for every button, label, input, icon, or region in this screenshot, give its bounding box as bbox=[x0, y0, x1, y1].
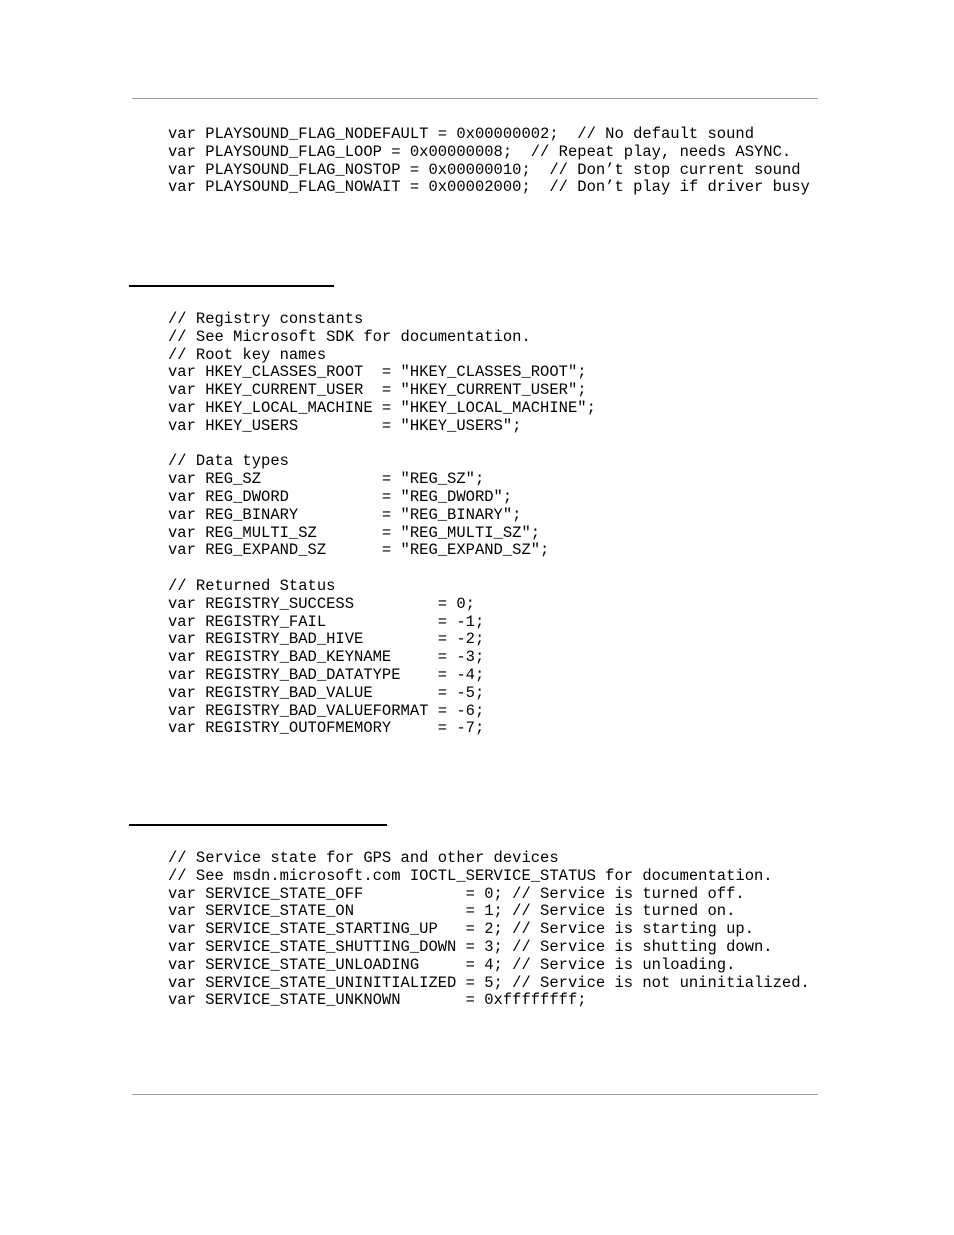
code-line: var PLAYSOUND_FLAG_LOOP = 0x00000008; // Repeat play, needs ASYNC. bbox=[168, 142, 792, 161]
code-line: // See msdn.microsoft.com IOCTL_SERVICE_STATUS for documentation. bbox=[168, 866, 773, 885]
code-line: var PLAYSOUND_FLAG_NOWAIT = 0x00002000; // Don’t play if driver busy bbox=[168, 178, 810, 197]
code-line: var REG_MULTI_SZ = "REG_MULTI_SZ"; bbox=[168, 523, 541, 542]
code-line: // Root key names bbox=[168, 345, 327, 364]
code-line: var HKEY_USERS = "HKEY_USERS"; bbox=[168, 416, 522, 435]
code-block-registry bbox=[168, 311, 596, 738]
code-block-playsound bbox=[168, 126, 810, 197]
code-line bbox=[168, 560, 596, 578]
section-heading-rule bbox=[129, 824, 387, 826]
code-line: var REGISTRY_BAD_HIVE = -2; bbox=[168, 630, 485, 649]
footer-rule bbox=[132, 1094, 818, 1095]
code-line: // See Microsoft SDK for documentation. bbox=[168, 327, 531, 346]
code-line: var REGISTRY_BAD_VALUEFORMAT = -6; bbox=[168, 701, 485, 720]
code-line: var REG_BINARY = "REG_BINARY"; bbox=[168, 505, 522, 524]
code-line: var SERVICE_STATE_SHUTTING_DOWN = 3; // Service is shutting down. bbox=[168, 937, 773, 956]
code-line: var SERVICE_STATE_UNLOADING = 4; // Service is unloading. bbox=[168, 955, 736, 974]
code-line: var SERVICE_STATE_UNKNOWN = 0xffffffff; bbox=[168, 991, 587, 1010]
section-heading-rule bbox=[129, 285, 334, 287]
code-line: // Service state for GPS and other devices bbox=[168, 849, 559, 867]
code-line: var REGISTRY_BAD_DATATYPE = -4; bbox=[168, 665, 485, 684]
code-line: var SERVICE_STATE_UNINITIALIZED = 5; // Service is not uninitialized. bbox=[168, 973, 810, 992]
code-line: var SERVICE_STATE_STARTING_UP = 2; // Service is starting up. bbox=[168, 920, 754, 939]
code-line: // Registry constants bbox=[168, 310, 364, 328]
code-line: var PLAYSOUND_FLAG_NOSTOP = 0x00000010; // Don’t stop current sound bbox=[168, 160, 801, 179]
code-line bbox=[168, 436, 596, 454]
code-line: // Data types bbox=[168, 452, 289, 471]
code-line: var REG_DWORD = "REG_DWORD"; bbox=[168, 487, 513, 506]
code-line: var SERVICE_STATE_ON = 1; // Service is turned on. bbox=[168, 902, 736, 921]
code-line: var REGISTRY_BAD_KEYNAME = -3; bbox=[168, 648, 485, 667]
code-line: var SERVICE_STATE_OFF = 0; // Service is turned off. bbox=[168, 884, 745, 903]
code-line: var REGISTRY_OUTOFMEMORY = -7; bbox=[168, 719, 485, 738]
code-line: var REG_EXPAND_SZ = "REG_EXPAND_SZ"; bbox=[168, 541, 550, 560]
header-rule bbox=[132, 98, 818, 99]
code-line: var REGISTRY_SUCCESS = 0; bbox=[168, 594, 475, 613]
code-line: var HKEY_CLASSES_ROOT = "HKEY_CLASSES_ROOT"; bbox=[168, 363, 587, 382]
code-line: var PLAYSOUND_FLAG_NODEFAULT = 0x00000002; // No default sound bbox=[168, 125, 754, 143]
code-block-service-state bbox=[168, 850, 810, 1010]
code-line: var REGISTRY_BAD_VALUE = -5; bbox=[168, 683, 485, 702]
code-line: var HKEY_CURRENT_USER = "HKEY_CURRENT_USER"; bbox=[168, 381, 587, 400]
code-line: var REG_SZ = "REG_SZ"; bbox=[168, 470, 485, 489]
code-line: // Returned Status bbox=[168, 576, 336, 595]
code-line: var HKEY_LOCAL_MACHINE = "HKEY_LOCAL_MACHINE"; bbox=[168, 398, 596, 417]
code-line: var REGISTRY_FAIL = -1; bbox=[168, 612, 485, 631]
